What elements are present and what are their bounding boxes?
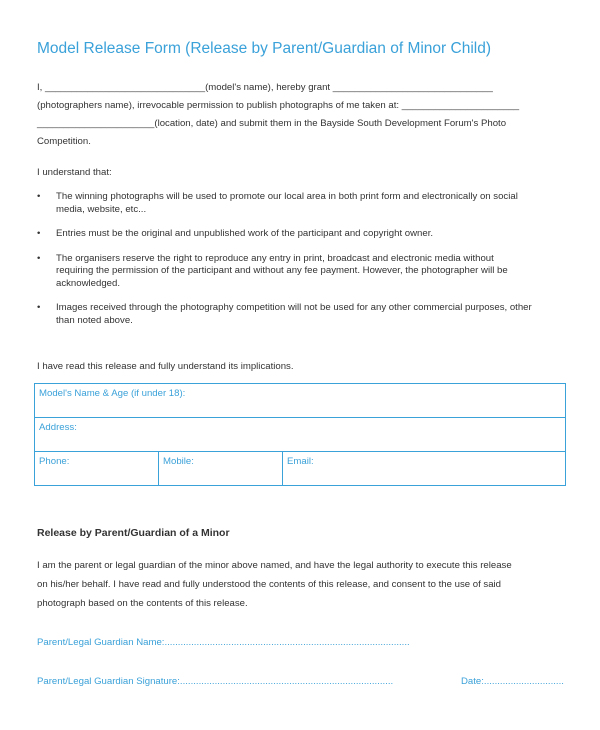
list-item [37, 191, 567, 216]
email-field[interactable] [283, 452, 566, 486]
intro-line: ______________________(location, date) and submit them in the Bayside South Development Forum's Photo [37, 118, 507, 129]
list-item [37, 302, 567, 327]
intro-paragraph [37, 79, 519, 151]
guardian-line: on his/her behalf. I have read and fully understood the contents of this release, and consent to the use of said [37, 579, 502, 590]
address-field[interactable] [35, 418, 566, 452]
page-title: Model Release Form (Release by Parent/Guardian of Minor Child) [37, 40, 492, 57]
mobile-label: Mobile: [163, 456, 194, 467]
list-item-line: • Images received through the photography competition will not be used for any other commercial purposes, other [56, 302, 532, 313]
mobile-field[interactable] [159, 452, 283, 486]
understand-label: I understand that: [37, 167, 112, 178]
phone-label: Phone: [39, 456, 70, 467]
guardian-name-field[interactable]: Parent/Legal Guardian Name:............................................................................................ [37, 637, 410, 648]
terms-list [37, 191, 567, 339]
guardian-paragraph [37, 556, 512, 613]
intro-line: (photographers name), irrevocable permission to publish photographs of me taken at: ______________________ [37, 100, 520, 111]
address-label: Address: [39, 422, 77, 433]
guardian-line: photograph based on the contents of this release. [37, 598, 248, 609]
intro-line: Competition. [37, 136, 91, 147]
list-item-line: than noted above. [56, 314, 133, 326]
model-name-age-label: Model's Name & Age (if under 18): [39, 388, 186, 399]
list-item-line: • The winning photographs will be used to promote our local area in both print form and electronically on social [56, 191, 518, 202]
date-field[interactable]: Date:.............................. [461, 676, 564, 687]
guardian-line: I am the parent or legal guardian of the minor above named, and have the legal authority to execute this release [37, 560, 512, 571]
list-item-line: requiring the permission of the participant and without any fee payment. However, the photographer will be [56, 265, 508, 276]
model-name-age-field[interactable] [35, 384, 566, 418]
guardian-signature-field[interactable]: Parent/Legal Guardian Signature:................................................................................ [37, 676, 394, 687]
model-details-form [34, 383, 566, 486]
phone-field[interactable] [35, 452, 159, 486]
list-item-line: media, website, etc... [56, 203, 147, 215]
list-item-line: • Entries must be the original and unpublished work of the participant and copyright owner. [56, 228, 434, 239]
list-item-line: • The organisers reserve the right to reproduce any entry in print, broadcast and electronic media without [56, 252, 494, 264]
list-item [37, 253, 567, 291]
list-item-line: acknowledged. [56, 277, 121, 289]
guardian-heading: Release by Parent/Guardian of a Minor [37, 527, 230, 539]
email-label: Email: [287, 456, 314, 467]
list-item [37, 228, 567, 241]
intro-line: I, ______________________________(model's name), hereby grant ______________________________ [37, 82, 493, 93]
read-statement: I have read this release and fully understand its implications. [37, 361, 294, 372]
